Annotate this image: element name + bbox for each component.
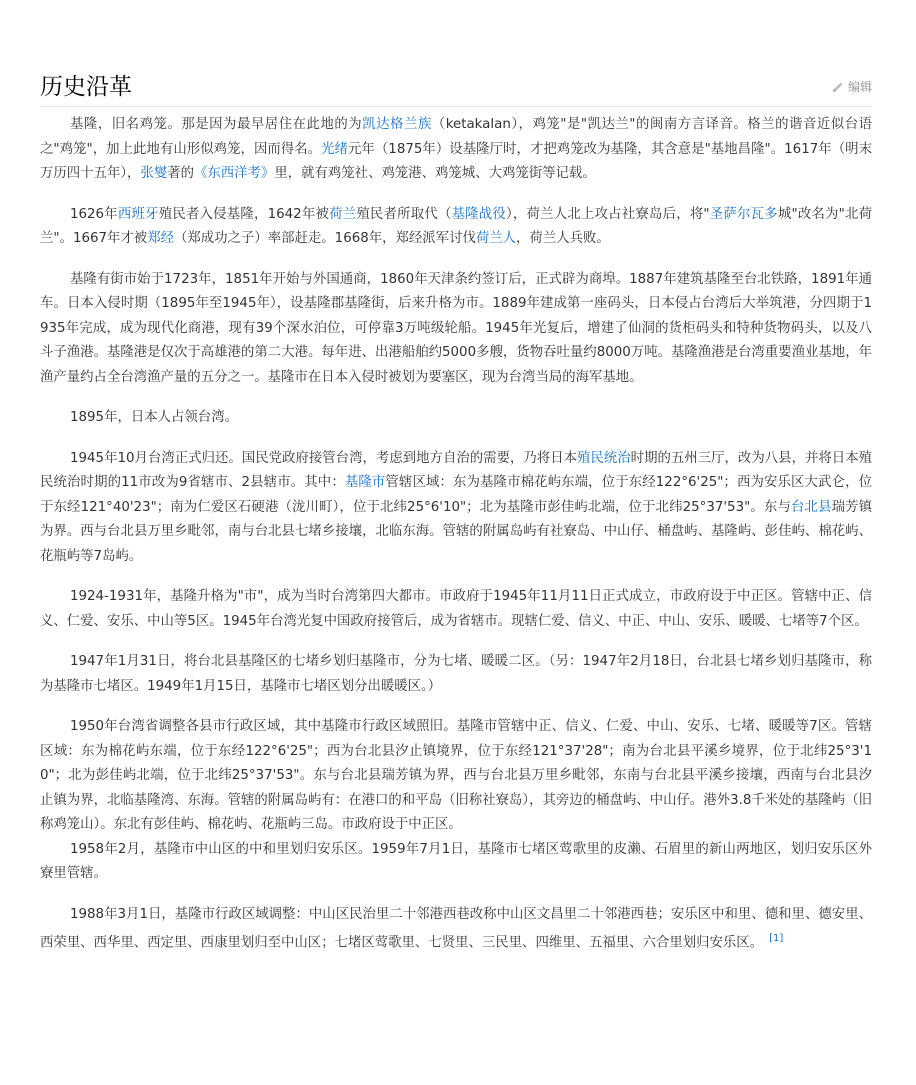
edit-button[interactable] — [831, 78, 872, 96]
paragraph-text: 殖民者入侵基隆，1642年被 — [158, 206, 330, 222]
paragraph — [40, 268, 872, 391]
paragraph-text: 著的 — [167, 166, 194, 181]
paragraph-text: 基隆，旧名鸡笼。那是因为最早居住在此地的为 — [70, 117, 363, 132]
paragraph-text: （ketakalan），鸡笼"是"凯达兰"的闽南方言译音。格兰的谐音近似台语之"鸡笼"，加上此地有山形似鸡笼，因而得名。 — [40, 117, 873, 157]
paragraph-text: 1895年，日本人占领台湾。 — [70, 410, 238, 425]
pencil-icon — [831, 80, 845, 94]
paragraph-text: 里，就有鸡笼社、鸡笼港、鸡笼城、大鸡笼街等记载。 — [274, 166, 596, 181]
inline-link[interactable]: 基隆战役 — [451, 206, 507, 222]
inline-link[interactable]: 光绪 — [321, 141, 348, 157]
paragraph-text: 1950年台湾省调整各县市行政区域，其中基隆市行政区域照旧。基隆市管辖中正、信义、仁爱、中山、安乐、七堵、暖暖等7区。管辖区域：东为棉花屿东端，位于东经122°6'25"；西为台北县汐止镇境界，位于东经121°37'28"；南为台北县平溪乡境界，位于北纬25°3'10"；北为彭佳屿北端，位于北纬25°37'53"。东与台北县瑞芳镇为界，西与台北县万里乡毗邻，东南与台北县平溪乡接壤，西南与台北县汐止镇为界，北临基隆湾、东海。管辖的附属岛屿有：在港口的和平岛（旧称社寮岛），其旁边的桶盘屿、中山仔。港外3.8千米处的基隆屿（旧称鸡笼山）。东北有彭佳屿、棉花屿、花瓶屿三岛。市政府设于中正区。 — [40, 719, 872, 832]
inline-link[interactable]: 郑经 — [147, 231, 174, 246]
paragraph — [40, 447, 872, 570]
paragraph-text: 元年（1875年）设基隆厅时，才把鸡笼改为基隆，其含意是"基地昌隆"。1617年（明末万历四十五年）， — [40, 141, 872, 181]
section-title: 历史沿革 — [40, 72, 138, 102]
inline-link[interactable]: 荷兰人 — [475, 231, 517, 246]
inline-link[interactable]: 荷兰 — [329, 206, 357, 222]
paragraph-text: 殖民者所取代（ — [356, 206, 452, 222]
paragraph — [40, 585, 872, 634]
paragraph — [40, 650, 872, 699]
edit-label: 编辑 — [847, 80, 872, 94]
paragraph-text: 瑞芳镇为界。西与台北县万里乡毗邻，南与台北县七堵乡接壤，北临东海。管辖的附属岛屿有社寮岛、中山仔、桶盘屿、基隆屿、彭佳屿、棉花屿、花瓶屿等7岛屿。 — [40, 499, 873, 564]
paragraph-text: 1945年10月台湾正式归还。国民党政府接管台湾，考虑到地方自治的需要，乃将日本 — [70, 450, 578, 466]
inline-link[interactable]: 殖民统治 — [577, 450, 631, 466]
inline-link[interactable]: 圣萨尔瓦多 — [709, 206, 778, 222]
paragraph-text: 时期的五州三厅，改为八县，并将日本殖民统治时期的11市改为9省辖市、2县辖市。其中： — [40, 450, 873, 490]
article-section — [40, 72, 872, 972]
inline-link[interactable]: 西班牙 — [117, 206, 159, 222]
paragraph-text: 管辖区域：东为基隆市棉花屿东端，位于东经122°6'25"；西为安乐区大武仑，位于东经121°40'23"；南为仁爱区石硬港（泷川町），位于北纬25°6'10"；北为基隆市彭佳屿北端，位于北纬25°37'53"。东与 — [40, 475, 873, 515]
inline-link[interactable]: 基隆市 — [344, 475, 386, 490]
inline-link[interactable]: 《东西洋考》 — [194, 166, 275, 181]
paragraph — [40, 715, 872, 838]
paragraph — [40, 838, 872, 887]
paragraph-text: 1988年3月1日，基隆市行政区域调整：中山区民治里二十邻港西巷改称中山区文昌里二十邻港西巷；安乐区中和里、德和里、德安里、西荣里、西华里、西定里、西康里划归至中山区；七堵区莺歌里、七贤里、三民里、四维里、五福里、六合里划归安乐区。 — [40, 906, 872, 951]
paragraph-text: 1626年 — [70, 206, 118, 222]
section-header — [40, 72, 872, 107]
paragraph — [40, 903, 872, 956]
paragraph-text: 1958年2月，基隆市中山区的中和里划归安乐区。1959年7月1日，基隆市七堵区莺歌里的皮濑、石眉里的新山两地区，划归安乐区外寮里管辖。 — [40, 841, 872, 881]
paragraph-text: 基隆有街市始于1723年，1851年开始与外国通商，1860年天津条约签订后，正式辟为商埠。1887年建筑基隆至台北铁路，1891年通车。日本入侵时期（1895年至1945年），设基隆郡基隆街，后来升格为市。1889年建成第一座码头，日本侵占台湾后大举筑港，分四期于1935年完成，成为现代化商港，现有39个深水泊位，可停靠3万吨级轮船。1945年光复后，增建了仙洞的货柜码头和特种货物码头，以及八斗子渔港。基隆港是仅次于高雄港的第二大港。每年进、出港船舶约5000多艘，货物吞吐量约8000万吨。基隆渔港是台湾重要渔业基地，年渔产量约占全台湾渔产量的五分之一。基隆市在日本入侵时被划为要塞区，现为台湾当局的海军基地。 — [40, 271, 872, 385]
paragraph — [40, 406, 872, 431]
reference-link[interactable]: [1] — [769, 933, 784, 944]
paragraph — [40, 203, 872, 252]
section-body — [40, 113, 872, 956]
paragraph-text: 城"改名为"北荷兰"。1667年才被 — [40, 206, 873, 246]
paragraph-text: ），荷兰人北上攻占社寮岛后，将" — [506, 206, 710, 222]
inline-link[interactable]: 台北县 — [790, 499, 832, 515]
inline-link[interactable]: 张燮 — [140, 166, 168, 181]
paragraph-text: ，荷兰人兵败。 — [516, 231, 610, 246]
paragraph-text: 1924-1931年，基隆升格为"市"，成为当时台湾第四大都市。市政府于1945年11月11日正式成立，市政府设于中正区。管辖中正、信义、仁爱、安乐、中山等5区。1945年台湾光复中国政府接管后，成为省辖市。现辖仁爱、信义、中正、中山、安乐、暖暖、七堵等7个区。 — [40, 589, 872, 629]
inline-link[interactable]: 凯达格兰族 — [362, 117, 432, 132]
paragraph-text: （郑成功之子）率部赶走。1668年，郑经派军讨伐 — [173, 231, 476, 246]
paragraph — [40, 113, 872, 187]
paragraph-text: 1947年1月31日，将台北县基隆区的七堵乡划归基隆市，分为七堵、暖暖二区。（另：1947年2月18日，台北县七堵乡划归基隆市，称为基隆市七堵区。1949年1月15日，基隆市七堵区划分出暖暖区。） — [40, 654, 872, 694]
